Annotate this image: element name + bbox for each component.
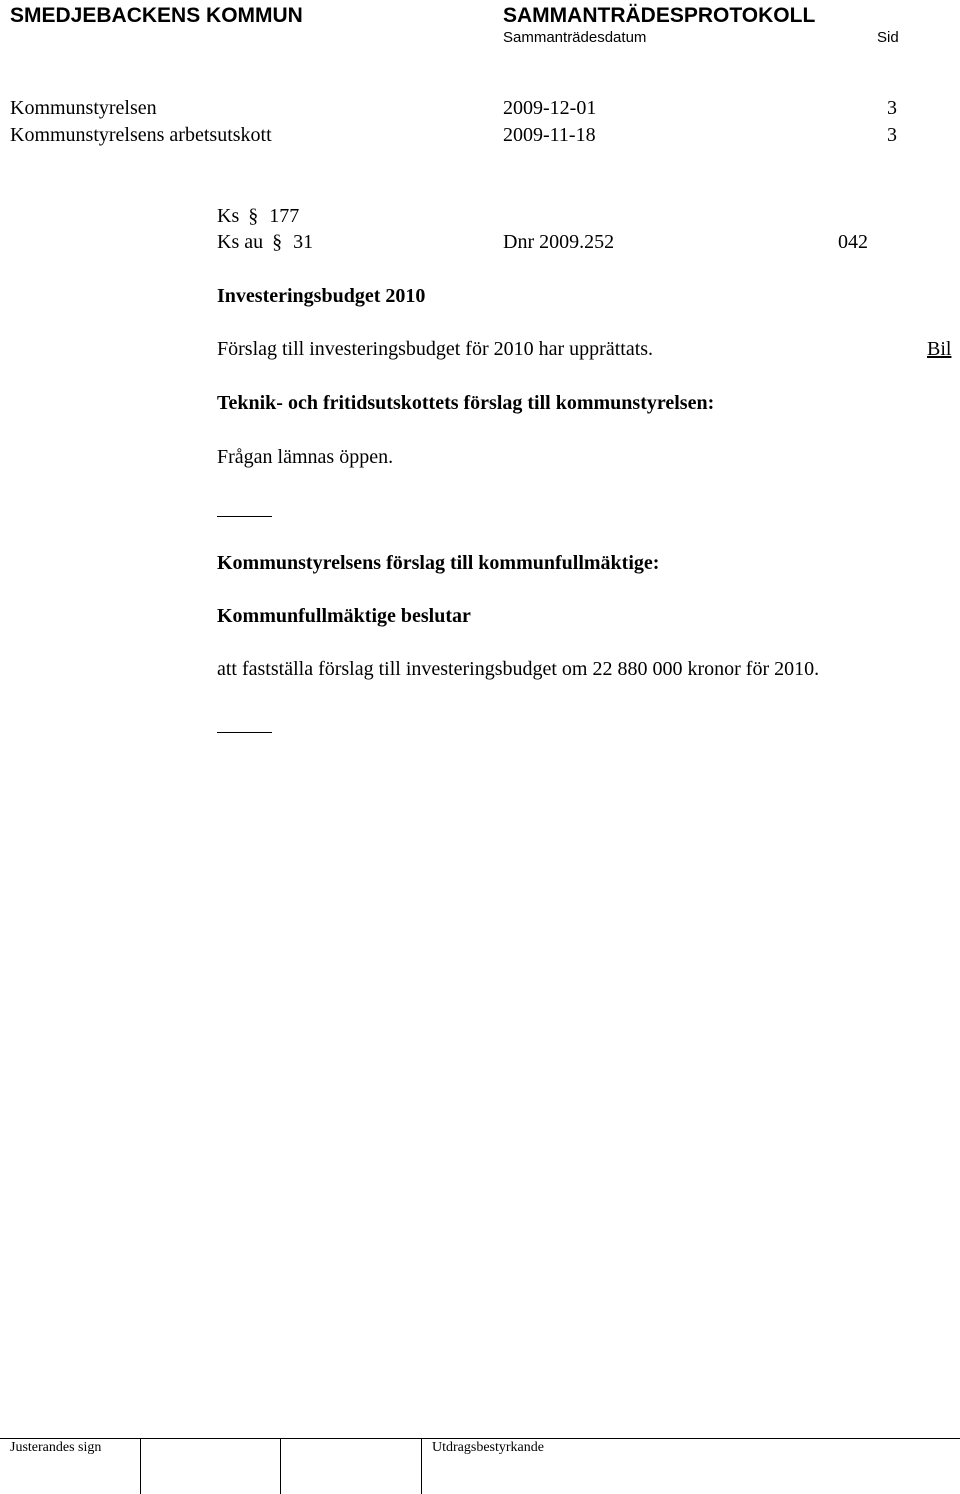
council-heading: Kommunfullmäktige beslutar xyxy=(217,605,471,627)
separator-line xyxy=(217,732,272,733)
meeting-page: 3 xyxy=(887,97,897,119)
diary-number: Dnr 2009.252 xyxy=(503,231,615,253)
signature-divider xyxy=(140,1438,141,1494)
section-title: Investeringsbudget 2010 xyxy=(217,285,426,307)
ks-number: 177 xyxy=(269,205,300,227)
document-type: SAMMANTRÄDESPROTOKOLL xyxy=(503,4,816,27)
intro-text: Förslag till investeringsbudget för 2010 har upprättats. xyxy=(217,338,654,360)
committee-text: Frågan lämnas öppen. xyxy=(217,446,394,468)
decision-text: att fastställa förslag till investeringsbudget om 22 880 000 kronor för 2010. xyxy=(217,658,820,680)
board-heading: Kommunstyrelsens förslag till kommunfullmäktige: xyxy=(217,552,660,574)
sign-label: Justerandes sign xyxy=(10,1440,102,1455)
ks-prefix: Ks xyxy=(217,205,240,227)
municipality-name: SMEDJEBACKENS KOMMUN xyxy=(10,4,303,27)
committee-heading: Teknik- och fritidsutskottets förslag till kommunstyrelsen: xyxy=(217,392,715,414)
signature-divider xyxy=(421,1438,422,1494)
ksau-number: 31 xyxy=(293,231,314,253)
meeting-page: 3 xyxy=(887,124,897,146)
paragraph-sign: § xyxy=(272,231,283,253)
footer-top-line xyxy=(0,1438,960,1439)
ksau-reference xyxy=(217,231,313,254)
meeting-body: Kommunstyrelsens arbetsutskott xyxy=(10,124,272,146)
meeting-date: 2009-11-18 xyxy=(503,124,596,146)
signature-divider xyxy=(280,1438,281,1494)
page-label: Sid xyxy=(877,29,899,46)
meeting-body: Kommunstyrelsen xyxy=(10,97,157,119)
case-code: 042 xyxy=(838,231,868,253)
paragraph-sign: § xyxy=(248,205,259,227)
meeting-date: 2009-12-01 xyxy=(503,97,597,119)
separator-line xyxy=(217,516,272,517)
meeting-date-label: Sammanträdesdatum xyxy=(503,29,647,46)
ksau-prefix: Ks au xyxy=(217,231,264,253)
attachment-link[interactable]: Bil xyxy=(927,338,952,360)
ks-reference xyxy=(217,205,299,228)
extract-label: Utdragsbestyrkande xyxy=(432,1440,544,1455)
